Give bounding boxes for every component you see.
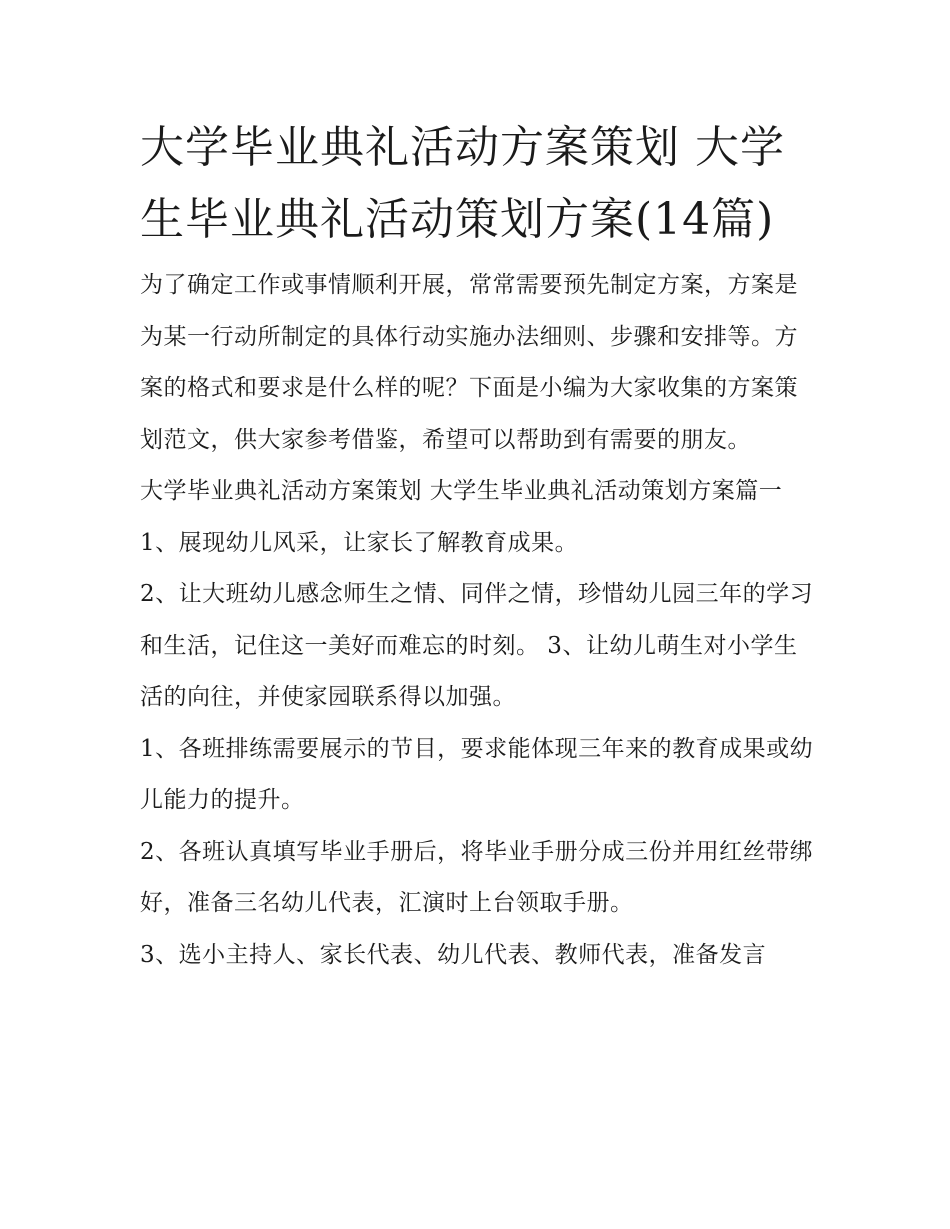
intro-paragraph: 为了确定工作或事情顺利开展，常常需要预先制定方案，方案是为某一行动所制定的具体行动实施办法细则、步骤和安排等。方案的格式和要求是什么样的呢？下面是小编为大家收集的方案策划范文，供大家参考借鉴，希望可以帮助到有需要的朋友。 — [140, 272, 798, 453]
document-page — [140, 112, 820, 981]
document-title: 大学毕业典礼活动方案策划 大学生毕业典礼活动策划方案(14篇) — [140, 122, 785, 245]
preparation-item-3: 3、选小主持人、家长代表、幼儿代表、教师代表，准备发言 — [140, 941, 767, 968]
preparation-item-1: 1、各班排练需要展示的节目，要求能体现三年来的教育成果或幼儿能力的提升。 — [140, 735, 814, 813]
section-heading-paragraph: 大学毕业典礼活动方案策划 大学生毕业典礼活动策划方案篇一 1、展现幼儿风采，让家长了解教育成果。 — [140, 478, 783, 556]
goal-paragraph: 2、让大班幼儿感念师生之情、同伴之情，珍惜幼儿园三年的学习和生活，记住这一美好而难忘的时刻。 3、让幼儿萌生对小学生活的向往，并使家园联系得以加强。 — [140, 581, 814, 710]
preparation-item-2: 2、各班认真填写毕业手册后，将毕业手册分成三份并用红丝带绑好，准备三名幼儿代表，汇演时上台领取手册。 — [140, 838, 814, 916]
